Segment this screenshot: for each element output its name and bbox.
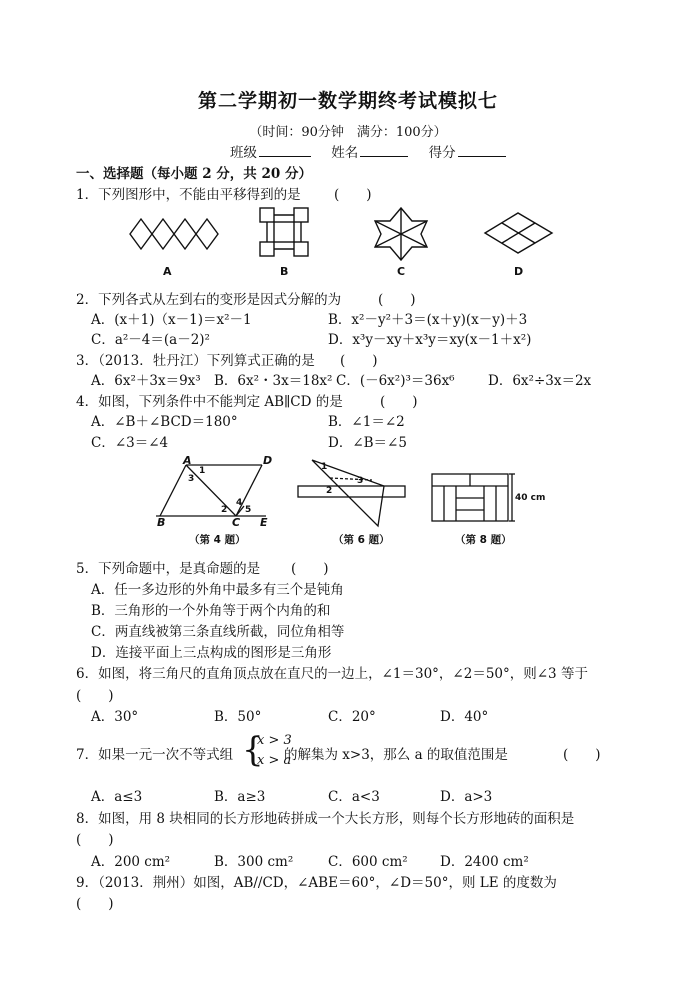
fig6-angle-2: 2 <box>326 486 333 496</box>
q3-option-c[interactable]: C．(－6x²)³＝36x⁶ <box>336 373 455 389</box>
q6-option-d[interactable]: D．40° <box>440 709 489 725</box>
q7-option-d[interactable]: D．a>3 <box>440 789 493 805</box>
q7-option-a[interactable]: A．a≤3 <box>91 789 143 805</box>
exam-subtitle: （时间：90分钟 满分：100分） <box>249 125 447 140</box>
q2-option-c[interactable]: C．a²－4＝(a－2)² <box>91 332 210 348</box>
fig4-point-b: B <box>157 516 166 529</box>
inequality-brace: { <box>242 730 264 770</box>
q1-label-a: A <box>163 265 172 278</box>
q8-answer-paren[interactable]: ( ) <box>76 832 114 848</box>
q1-figure-c <box>375 208 427 260</box>
q3-option-b[interactable]: B．6x²・3x＝18x² <box>214 373 333 389</box>
q4-option-c[interactable]: C．∠3＝∠4 <box>91 435 169 451</box>
q7-inequality-1: x > 3 <box>257 733 292 748</box>
fig8-dimension: 40 cm <box>515 493 546 503</box>
score-label: 得分 <box>428 145 456 161</box>
q9-answer-paren[interactable]: ( ) <box>76 896 114 912</box>
q4-stem: 4．如图，下列条件中不能判定 AB∥CD 的是 <box>76 394 343 410</box>
q6-stem: 6．如图，将三角尺的直角顶点放在直尺的一边上，∠1＝30°，∠2＝50°，则∠3 等于 <box>76 666 588 682</box>
q9-stem: 9．（2013．荆州）如图，AB//CD，∠ABE＝60°，∠D＝50°，则 LE 的度数为 <box>76 875 557 891</box>
q5-answer-paren[interactable]: ( ) <box>291 561 329 577</box>
score-blank[interactable] <box>458 144 506 157</box>
q4-answer-paren[interactable]: ( ) <box>380 394 418 410</box>
fig6-angle-1: 1 <box>321 462 328 472</box>
q7-inequality-2: x > a <box>257 753 292 768</box>
fig6-caption: （第 6 题） <box>333 534 390 546</box>
q6-option-b[interactable]: B．50° <box>214 709 262 725</box>
figure-8 <box>432 474 515 521</box>
q2-stem: 2．下列各式从左到右的变形是因式分解的为 <box>76 292 342 308</box>
q2-option-a[interactable]: A．(x＋1)（x－1)＝x²－1 <box>91 312 252 328</box>
q1-label-c: C <box>397 265 406 278</box>
q2-answer-paren[interactable]: ( ) <box>378 292 416 308</box>
q8-option-a[interactable]: A．200 cm² <box>91 854 171 870</box>
figures-row <box>0 450 696 530</box>
q8-option-d[interactable]: D．2400 cm² <box>440 854 529 870</box>
fig4-point-c: C <box>232 516 241 529</box>
q8-option-c[interactable]: C．600 cm² <box>328 854 408 870</box>
q5-option-c[interactable]: C．两直线被第三条直线所截，同位角相等 <box>91 624 345 640</box>
q1-answer-paren[interactable]: ( ) <box>334 187 372 203</box>
q4-option-d[interactable]: D．∠B＝∠5 <box>328 435 407 451</box>
q4-option-b[interactable]: B．∠1＝∠2 <box>328 414 405 430</box>
q5-stem: 5．下列命题中，是真命题的是 <box>76 561 261 577</box>
q3-option-a[interactable]: A．6x²＋3x＝9x³ <box>91 373 201 389</box>
q2-option-d[interactable]: D．x³y－xy＋x³y＝xy(x－1＋x²) <box>328 332 532 348</box>
q6-answer-paren[interactable]: ( ) <box>76 688 114 704</box>
q3-stem: 3．（2013．牡丹江）下列算式正确的是 <box>76 353 315 369</box>
figure-6 <box>298 460 405 526</box>
q7-stem-pre: 7．如果一元一次不等式组 <box>76 747 234 763</box>
q5-option-a[interactable]: A．任一多边形的外角中最多有三个是钝角 <box>91 582 344 598</box>
q1-label-b: B <box>280 265 289 278</box>
name-label: 姓名 <box>331 145 359 161</box>
fig4-caption: （第 4 题） <box>189 534 246 546</box>
q1-stem: 1．下列图形中，不能由平移得到的是 <box>76 187 301 203</box>
q7-option-c[interactable]: C．a<3 <box>328 789 380 805</box>
q5-option-d[interactable]: D．连接平面上三点构成的图形是三角形 <box>91 645 332 661</box>
class-blank[interactable] <box>259 144 311 157</box>
q7-answer-paren[interactable]: ( ) <box>563 747 601 763</box>
q1-figure-b <box>260 208 308 256</box>
q1-figure-a <box>130 219 218 249</box>
fig4-point-a: A <box>183 454 192 467</box>
name-blank[interactable] <box>360 144 408 157</box>
q3-option-d[interactable]: D．6x²÷3x＝2x <box>488 373 592 389</box>
class-label: 班级 <box>230 145 257 161</box>
page-title: 第二学期初一数学期终考试模拟七 <box>197 90 498 112</box>
q4-option-a[interactable]: A．∠B＋∠BCD＝180° <box>91 414 238 430</box>
fig6-angle-3: 3 <box>357 476 364 486</box>
info-row <box>230 141 508 161</box>
q1-figures <box>0 200 696 280</box>
fig4-point-d: D <box>263 454 273 467</box>
q3-answer-paren[interactable]: ( ) <box>340 353 378 369</box>
fig4-angle-3: 3 <box>188 474 195 484</box>
q1-figure-d <box>485 213 552 253</box>
q6-option-c[interactable]: C．20° <box>328 709 376 725</box>
fig4-angle-4: 4 <box>236 498 243 508</box>
q7-option-b[interactable]: B．a≥3 <box>214 789 266 805</box>
fig4-point-e: E <box>260 516 268 529</box>
q7-stem-post: 的解集为 x>3，那么 a 的取值范围是 <box>284 747 508 763</box>
q1-label-d: D <box>514 265 524 278</box>
fig4-angle-5: 5 <box>245 505 252 515</box>
q6-option-a[interactable]: A．30° <box>91 709 139 725</box>
q2-option-b[interactable]: B．x²－y²＋3＝(x＋y)(x－y)＋3 <box>328 312 528 328</box>
section-heading: 一、选择题（每小题 2 分，共 20 分） <box>76 166 312 182</box>
fig4-angle-1: 1 <box>199 466 206 476</box>
q8-stem: 8．如图，用 8 块相同的长方形地砖拼成一个大长方形，则每个长方形地砖的面积是 <box>76 811 575 827</box>
fig4-angle-2: 2 <box>221 505 228 515</box>
fig8-caption: （第 8 题） <box>455 534 512 546</box>
q8-option-b[interactable]: B．300 cm² <box>214 854 294 870</box>
q5-option-b[interactable]: B．三角形的一个外角等于两个内角的和 <box>91 603 331 619</box>
